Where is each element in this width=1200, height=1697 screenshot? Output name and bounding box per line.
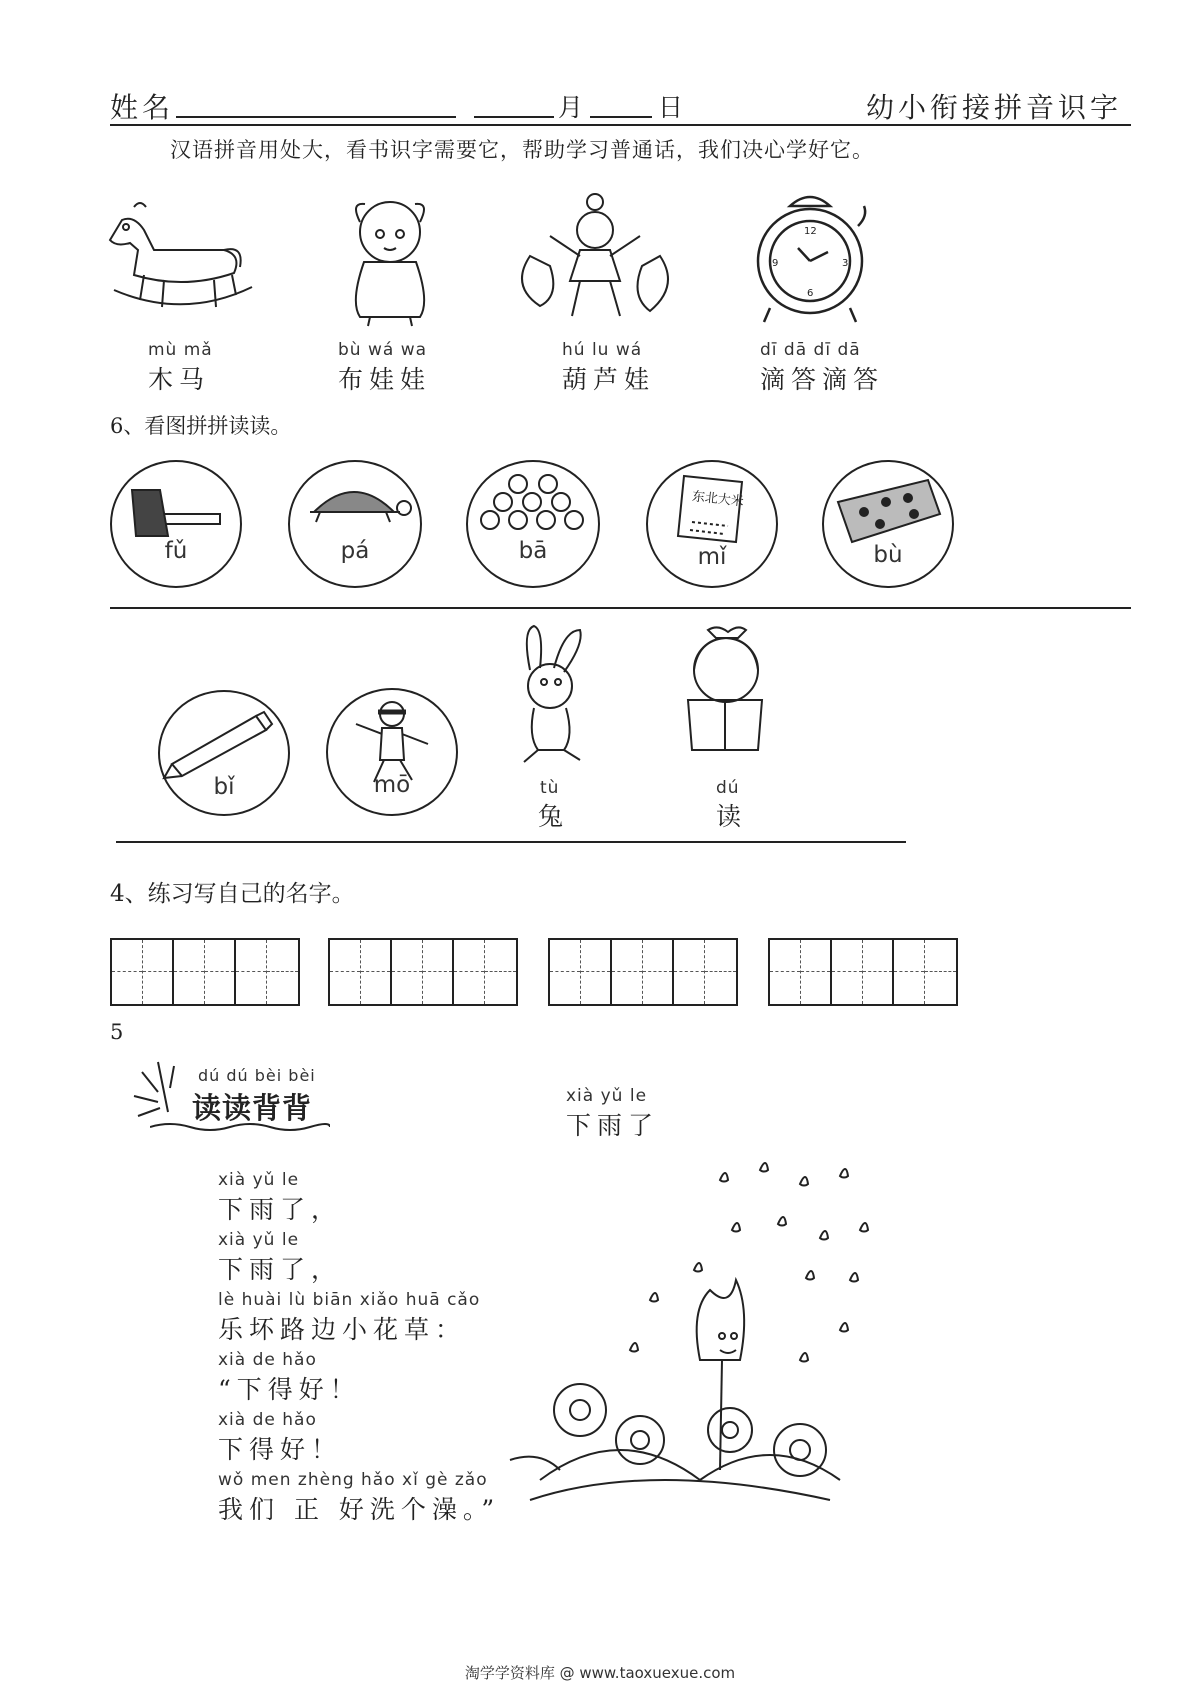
poem-pinyin-6: wǒ men zhèng hǎo xǐ gè zǎo [218, 1470, 488, 1490]
vocab-hanzi-4: 滴答滴答 [760, 365, 885, 394]
day-field[interactable] [590, 116, 652, 118]
writing-grid-2[interactable] [328, 938, 518, 1006]
picture-circle-fruit [466, 460, 600, 588]
poem-pinyin-1: xià yǔ le [218, 1170, 300, 1190]
svg-text:12: 12 [804, 226, 817, 237]
writing-grid-1[interactable] [110, 938, 300, 1006]
picture-circle-axe [110, 460, 242, 588]
month-field[interactable] [474, 116, 554, 118]
girl-reading-icon [658, 620, 788, 774]
rice-bag-text: 东北大米 [691, 489, 745, 510]
poem-line-5: 下得好！ [218, 1435, 343, 1464]
vocab-hanzi-1: 木马 [148, 365, 211, 394]
fruit-pile-icon [468, 462, 598, 586]
vocab-hanzi-2: 布娃娃 [338, 365, 432, 394]
pinyin-bi: bǐ [213, 774, 235, 800]
day-label: 日 [658, 93, 688, 122]
poem-line-3: 乐坏路边小花草： [218, 1315, 467, 1344]
hanzi-du: 读 [716, 802, 748, 831]
pinyin-fu: fǔ [164, 538, 188, 564]
alarm-clock-icon [750, 186, 870, 330]
course-title: 幼小衔接拼音识字 [866, 91, 1123, 124]
poem-line-2: 下雨了， [218, 1255, 343, 1284]
banner-title: 读读背背 [192, 1091, 313, 1125]
pinyin-mo: mō [373, 772, 411, 798]
vocab-hanzi-3: 葫芦娃 [562, 365, 656, 394]
poem-line-1: 下雨了， [218, 1195, 343, 1224]
rain-flowers-icon [500, 1160, 880, 1524]
pinyin-tu: tù [540, 778, 560, 798]
rocking-horse-icon [104, 195, 264, 329]
name-label: 姓名 [110, 91, 175, 124]
axe-icon [112, 462, 240, 586]
poem-pinyin-4: xià de hǎo [218, 1350, 317, 1370]
poem-pinyin-3: lè huài lù biān xiǎo huā cǎo [218, 1290, 481, 1310]
section4-title: 4、练习写自己的名字。 [110, 881, 355, 907]
svg-text:6: 6 [807, 288, 814, 299]
header-rule [110, 124, 1131, 126]
writing-grid-4[interactable] [768, 938, 958, 1006]
vocab-pinyin-4: dī dā dī dā [760, 340, 861, 360]
writing-grid-3[interactable] [548, 938, 738, 1006]
rabbit-icon [494, 620, 604, 774]
answer-line-2[interactable] [116, 841, 906, 843]
turtle-icon [290, 462, 420, 586]
poem-line-6: 我们 正 好洗个澡。” [218, 1495, 501, 1524]
svg-text:9: 9 [772, 258, 779, 269]
picture-circle-cloth [822, 460, 954, 588]
hanzi-tu: 兔 [538, 802, 570, 831]
pinyin-pa: pá [340, 538, 370, 564]
vocab-pinyin-3: hú lu wá [562, 340, 643, 360]
month-label: 月 [558, 93, 588, 122]
picture-circle-pencil [158, 690, 290, 816]
banner-wave-icon [150, 1120, 330, 1139]
section6-title: 6、看图拼拼读读。 [110, 414, 292, 438]
pinyin-mi: mǐ [697, 544, 727, 570]
footer-watermark: 淘学学资料库 @ www.taoxuexue.com [464, 1664, 736, 1682]
pinyin-ba: bā [518, 538, 548, 564]
poem-title-pinyin: xià yǔ le [566, 1086, 648, 1106]
sparkle-icon [128, 1052, 188, 1126]
vocab-pinyin-1: mù mǎ [148, 340, 213, 360]
banner-pinyin: dú dú bèi bèi [198, 1066, 316, 1085]
pinyin-du: dú [716, 778, 740, 798]
svg-text:3: 3 [842, 258, 849, 269]
calabash-boy-icon [510, 186, 680, 330]
poem-pinyin-2: xià yǔ le [218, 1230, 300, 1250]
picture-circle-blindfold [326, 688, 458, 816]
poem-title: 下雨了 [566, 1111, 660, 1140]
picture-circle-rice [646, 460, 778, 588]
pinyin-bu: bù [873, 542, 903, 568]
doll-icon [330, 192, 450, 332]
intro-text: 汉语拼音用处大，看书识字需要它，帮助学习普通话，我们决心学好它。 [170, 138, 874, 162]
poem-pinyin-5: xià de hǎo [218, 1410, 317, 1430]
poem-line-4: “下得好！ [218, 1375, 361, 1404]
answer-line-1[interactable] [110, 607, 1131, 609]
name-field[interactable] [176, 116, 456, 118]
picture-circle-turtle [288, 460, 422, 588]
vocab-pinyin-2: bù wá wa [338, 340, 428, 360]
section5-number: 5 [110, 1020, 124, 1044]
